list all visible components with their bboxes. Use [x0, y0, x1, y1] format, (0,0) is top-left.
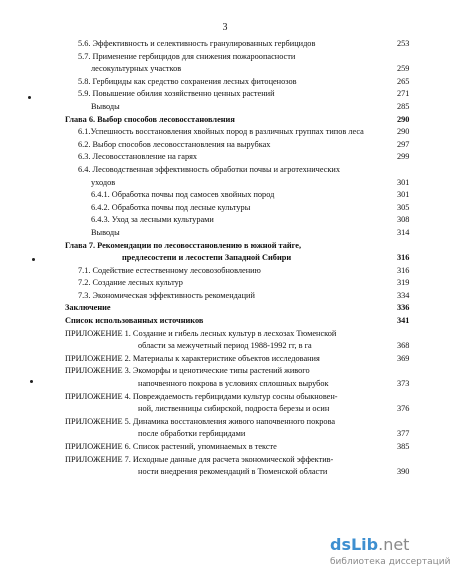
toc-entry-text: 5.7. Применение гербицидов для снижения пожароопасности — [78, 51, 296, 61]
toc-entry-text: Глава 6. Выбор способов лесовосстановления — [65, 114, 235, 124]
toc-row — [0, 76, 450, 89]
toc-entry-page: 341 — [397, 316, 410, 326]
toc-entry-text: ПРИЛОЖЕНИЕ 1. Создание и гибель лесных культур в лесхозах Тюменской — [65, 328, 337, 338]
toc-entry-page: 297 — [397, 139, 410, 149]
toc-entry-text: 6.4.2. Обработка почвы под лесные культуры — [91, 202, 251, 212]
watermark — [330, 535, 450, 582]
toc-row — [0, 353, 450, 366]
toc-row — [0, 139, 450, 152]
toc-row — [0, 315, 450, 328]
toc-row — [0, 177, 450, 190]
toc-row — [0, 378, 450, 391]
toc-entry-page: 373 — [397, 379, 410, 389]
toc-row — [0, 63, 450, 76]
toc-entry-page: 376 — [397, 404, 410, 414]
toc-entry-text: Список использованных источников — [65, 316, 204, 326]
toc-entry-text: 7.3. Экономическая эффективность рекомендаций — [78, 290, 255, 300]
toc-row — [0, 340, 450, 353]
toc-entry-page: 385 — [397, 442, 410, 451]
toc-entry-text: 6.2. Выбор способов лесовосстановления на вырубках — [78, 139, 271, 149]
toc-row — [0, 126, 450, 139]
toc-entry-page: 377 — [397, 429, 410, 439]
toc-entry-page: 316 — [397, 265, 410, 275]
toc-entry-page: 299 — [397, 152, 410, 162]
toc-entry-page: 308 — [397, 215, 410, 225]
toc-entry-text: Выводы — [91, 101, 120, 111]
toc-entry-page: 259 — [397, 64, 410, 74]
toc-entry-text: 6.1.Успешность восстановления хвойных пород в различных группах типов леса — [78, 127, 364, 137]
toc-row — [0, 290, 450, 303]
toc-entry-page: 290 — [397, 127, 410, 137]
watermark-brand — [330, 535, 409, 554]
margin-mark — [32, 258, 35, 261]
toc-entry-text: ПРИЛОЖЕНИЕ 7. Исходные данные для расчета экономической эффектив- — [65, 454, 334, 464]
toc-entry-page: 301 — [397, 190, 410, 200]
margin-mark — [30, 380, 33, 383]
toc-entry-text: ности внедрения рекомендаций в Тюменской области — [138, 467, 328, 477]
margin-mark — [28, 96, 31, 99]
toc-entry-page: 290 — [397, 114, 410, 124]
toc-row — [0, 88, 450, 101]
watermark-brand-main: dsLib — [330, 535, 379, 554]
toc-entry-page: 305 — [397, 202, 410, 212]
toc-entry-text: Выводы — [91, 227, 120, 237]
toc-row — [0, 265, 450, 278]
toc-row — [0, 277, 450, 290]
toc-entry-text: области за межучетный период 1988-1992 гг, в га — [138, 341, 312, 351]
toc-row — [0, 454, 450, 467]
toc-entry-text: ПРИЛОЖЕНИЕ 2. Материалы к характеристике объектов исследования — [65, 353, 320, 363]
toc-entry-text: ПРИЛОЖЕНИЕ 4. Повреждаемость гербицидами культур сосны обыкновен- — [65, 391, 338, 401]
toc-entry-page: 368 — [397, 341, 410, 351]
toc-entry-page: 319 — [397, 278, 410, 288]
toc-entry-text: 5.9. Повышение обилия хозяйственно ценных растений — [78, 89, 275, 99]
watermark-brand-tld: .net — [378, 535, 410, 554]
toc-entry-page: 314 — [397, 227, 410, 237]
toc-row — [0, 38, 450, 51]
toc-entry-text: 6.4. Лесоводственная эффективность обработки почвы и агротехнических — [78, 164, 341, 174]
toc-entry-text: уходов — [91, 177, 116, 187]
toc-entry-page: 390 — [397, 467, 410, 477]
toc-row — [0, 214, 450, 227]
toc-entry-text: ПРИЛОЖЕНИЕ 5. Динамика восстановления живого напочвенного покрова — [65, 416, 336, 426]
toc-row — [0, 101, 450, 114]
toc-entry-text: Заключение — [65, 303, 111, 313]
toc-entry-text: 6.4.1. Обработка почвы под самосев хвойных пород — [91, 190, 275, 200]
toc-entry-text: ПРИЛОЖЕНИЕ 6. Список растений, упоминаемых в тексте — [65, 442, 277, 451]
toc-row — [0, 252, 450, 265]
toc-entry-text: 6.3. Лесовосстановление на гарях — [78, 152, 198, 162]
table-of-contents — [0, 38, 450, 479]
toc-entry-text: напочвенного покрова в условиях сплошных вырубок — [138, 379, 329, 389]
toc-row — [0, 416, 450, 429]
toc-entry-page: 336 — [397, 303, 410, 313]
toc-entry-text: 5.8. Гербициды как средство сохранения лесных фитоценозов — [78, 76, 297, 86]
toc-entry-text: после обработки гербицидами — [138, 429, 246, 439]
toc-row — [0, 428, 450, 441]
toc-entry-text: 6.4.3. Уход за лесными культурами — [91, 215, 214, 225]
toc-row — [0, 365, 450, 378]
toc-entry-page: 334 — [397, 290, 410, 300]
toc-row — [0, 403, 450, 416]
toc-row — [0, 164, 450, 177]
toc-entry-text: 7.2. Создание лесных культур — [78, 278, 183, 288]
toc-entry-page: 285 — [397, 101, 410, 111]
toc-row — [0, 227, 450, 240]
toc-entry-text: ПРИЛОЖЕНИЕ 3. Экоморфы и ценотические типы растений живого — [65, 366, 310, 376]
toc-entry-text: 5.6. Эффективность и селективность гранулированных гербицидов — [78, 39, 316, 48]
page-number: 3 — [222, 22, 228, 33]
toc-entry-page: 253 — [397, 39, 410, 48]
toc-row — [0, 240, 450, 253]
toc-row — [0, 302, 450, 315]
toc-row — [0, 391, 450, 404]
toc-row — [0, 51, 450, 64]
toc-row — [0, 189, 450, 202]
toc-row — [0, 202, 450, 215]
toc-entry-text: предлесостепи и лесостепи Западной Сибири — [122, 253, 292, 263]
toc-row — [0, 466, 450, 479]
toc-entry-page: 265 — [397, 76, 410, 86]
toc-row — [0, 151, 450, 164]
toc-entry-text: ной, лиственницы сибирской, подроста березы и осин — [138, 404, 330, 414]
watermark-tagline: библиотека диссертаций — [330, 557, 450, 567]
toc-entry-page: 316 — [397, 253, 410, 263]
toc-entry-page: 271 — [397, 89, 410, 99]
toc-entry-text: 7.1. Содействие естественному лесовозобновлению — [78, 265, 261, 275]
toc-row — [0, 114, 450, 127]
toc-row — [0, 441, 450, 454]
toc-entry-page: 301 — [397, 177, 410, 187]
toc-entry-page: 369 — [397, 353, 410, 363]
toc-entry-text: лесокультурных участков — [91, 64, 182, 74]
toc-entry-text: Глава 7. Рекомендации по лесовосстановлению в южной тайге, — [65, 240, 302, 250]
toc-row — [0, 328, 450, 341]
